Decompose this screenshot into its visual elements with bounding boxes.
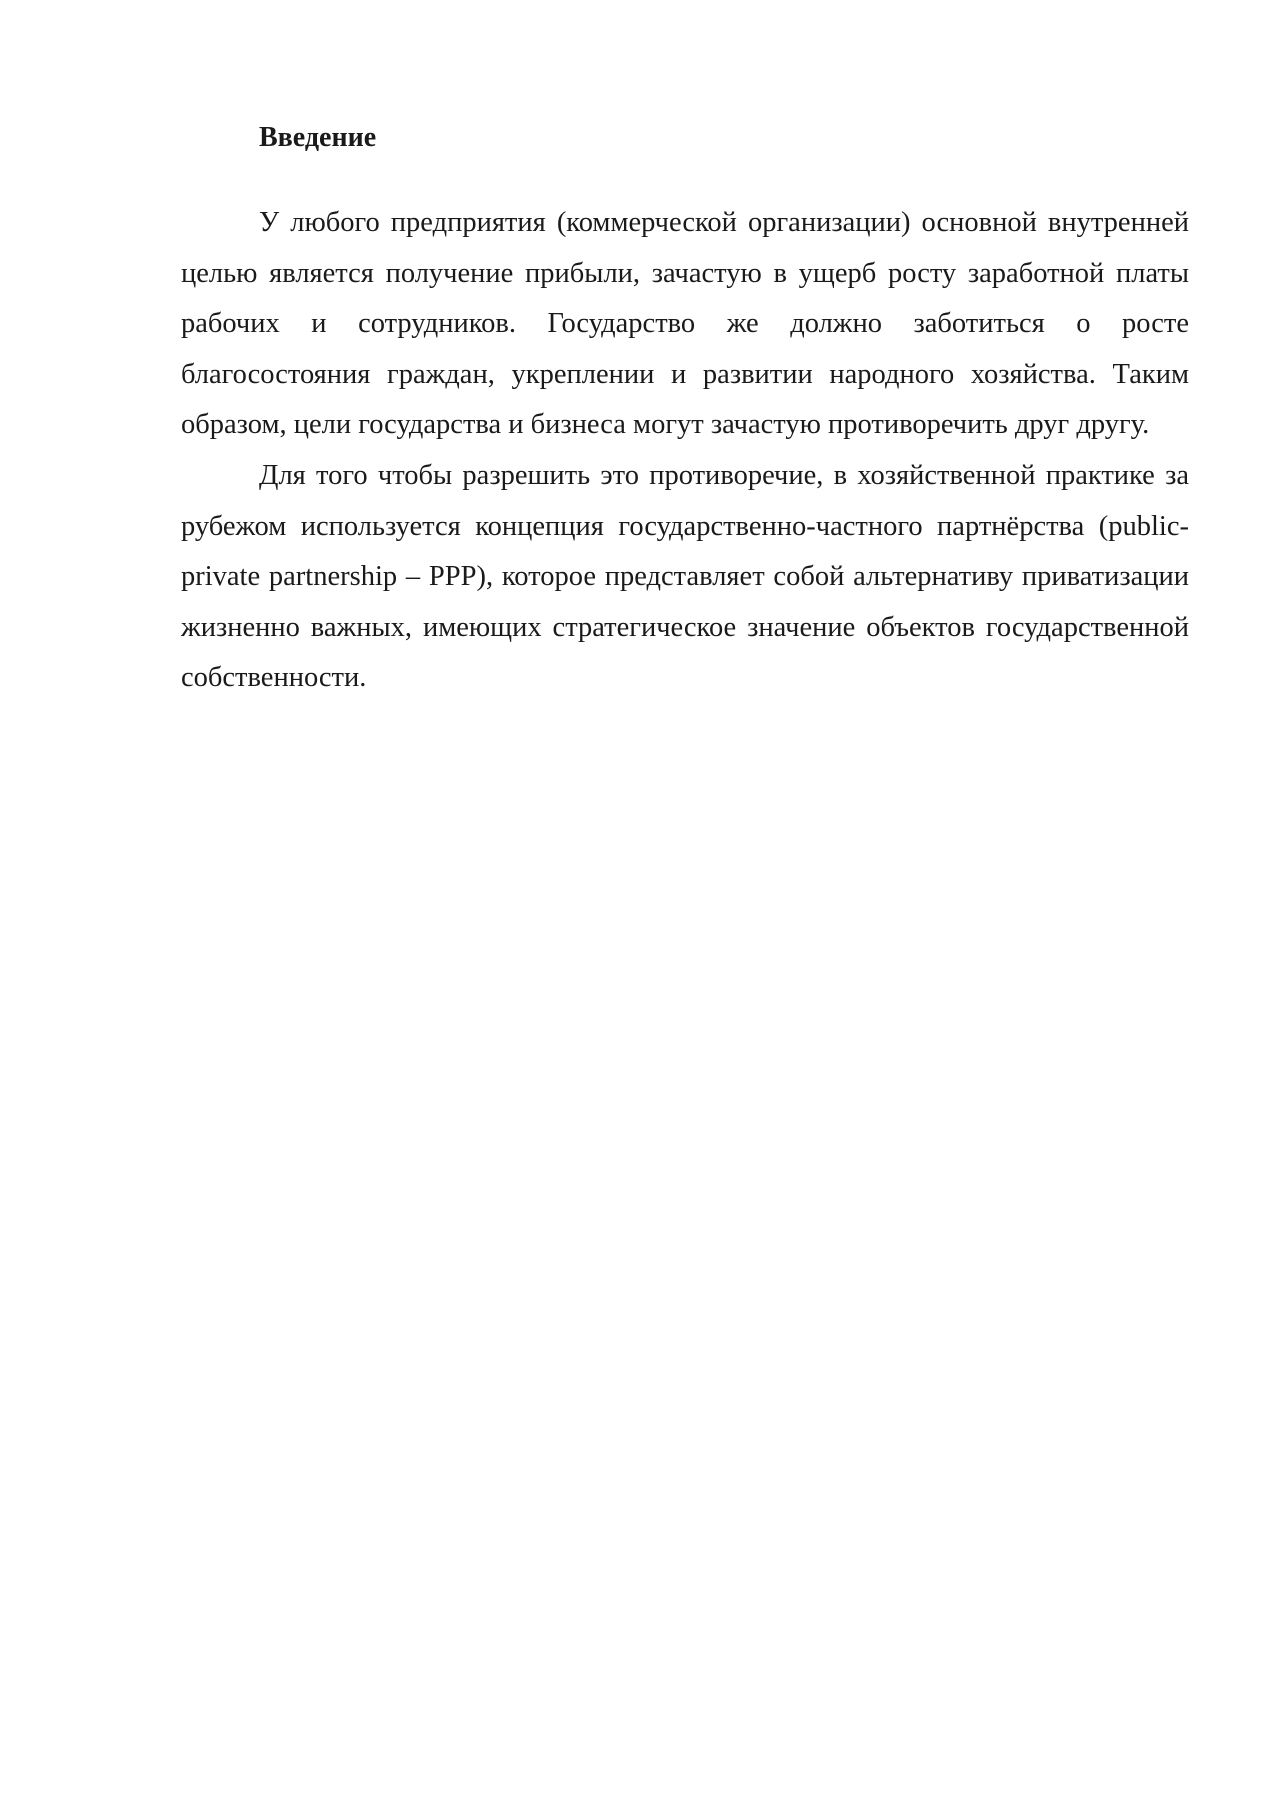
paragraph-1: У любого предприятия (коммерческой организации) основной внутренней целью является получение прибыли, зачастую в ущерб росту заработной платы рабочих и сотрудников. Государство же должно заботиться о росте благосостояния граждан, укреплении и развитии народного хозяйства. Таким образом, цели государства и бизнеса могут зачастую противоречить друг другу.	[181, 207, 1189, 441]
document-body	[181, 110, 1189, 704]
section-heading: Введение	[259, 122, 377, 153]
paragraph-2: Для того чтобы разрешить это противоречие, в хозяйственной практике за рубежом используется концепция государственно-частного партнёрства (public-private partnership – PPP), которое представляет собой альтернативу приватизации жизненно важных, имеющих стратегическое значение объектов государственной собственности.	[181, 459, 1189, 694]
